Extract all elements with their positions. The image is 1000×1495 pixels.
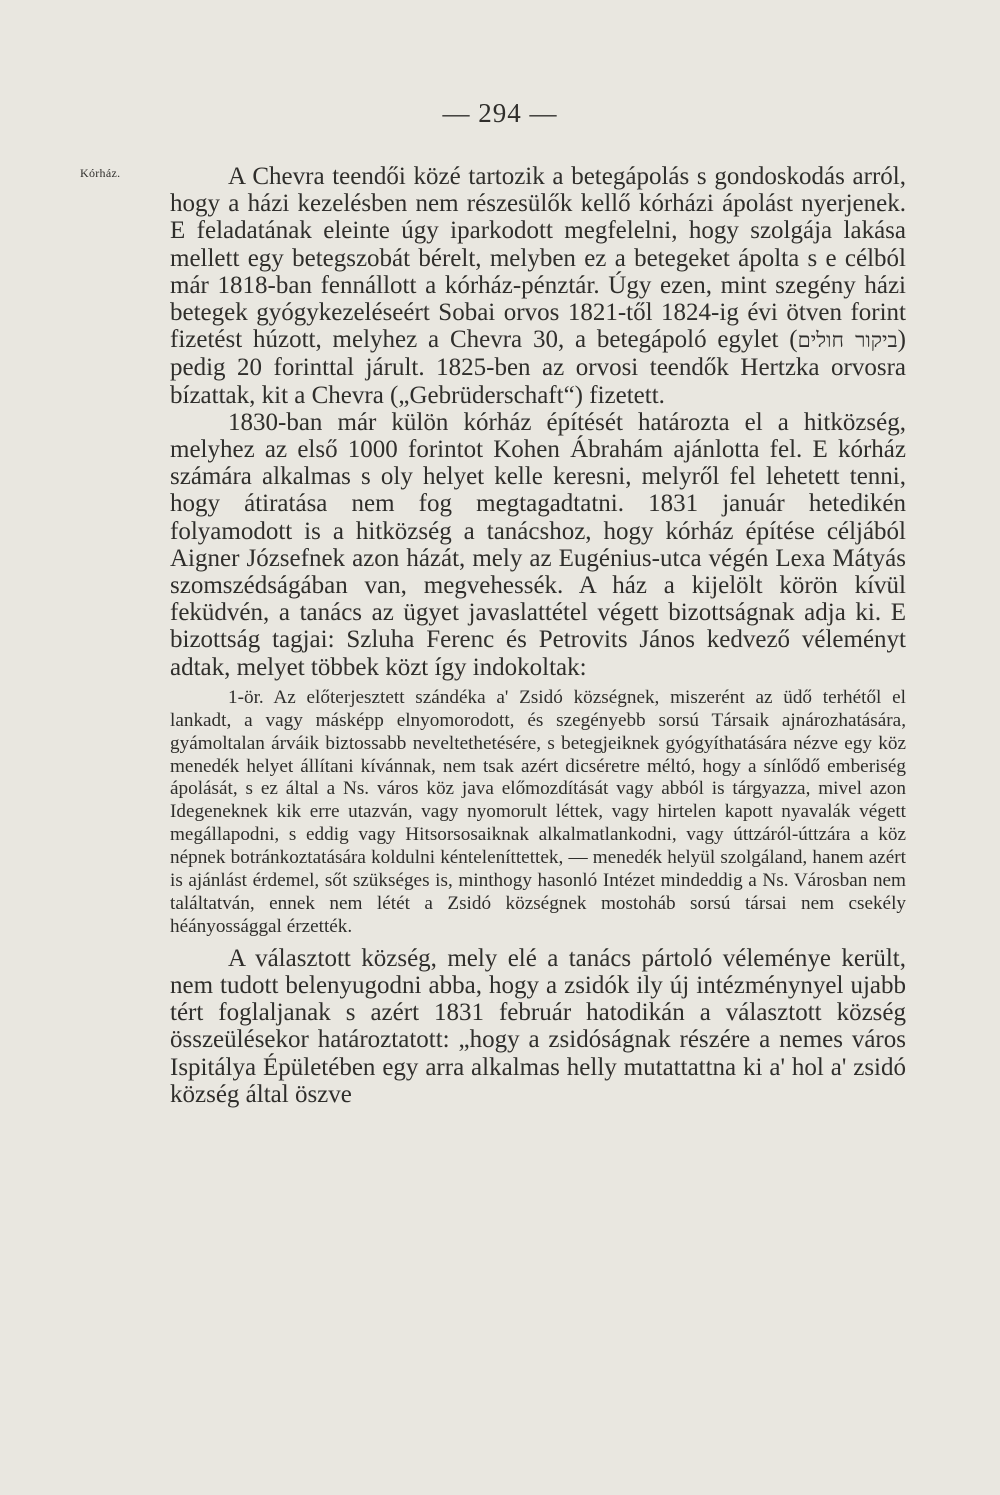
quoted-paragraph: 1-ör. Az előterjesztett szándéka a' Zsidó községnek, miszerént az üdő terhétől el lankadt, a vagy másképp elnyomorodott, és szegényebb sorsú Társaik ajnározhatására, gyámoltalan árváik biztossabb neveltethetésére, s betegjeiknek gyógyíthatására nézve egy köz menedék helyet állítani kívánnak, nem tsak azért dicséretre méltó, hogy a sínlődő emberiség ápolását, s ez által a Ns. város köz java előmozdítását vagy abból is tárgyazza, mivel azon Idegeneknek kik erre utazván, vagy nyomorult léttek, vagy hirtelen kapott nyavalák végett megállapodni, s eddig vagy Hitsorsosaiknak alkalmatlankodni, vagy úttzáról-úttzára a köz népnek botránkoztatására koldulni kénteleníttettek, — menedék helyül szolgáland, hanem azért is ajánlást érdemel, sőt szükséges is, minthogy hasonló Intézet mindeddig a Ns. Városban nem találtatván, ennek nem létét a Zsidó községnek mostoháb sorsú társai nem csekély héányossággal érzették. <box>170 686 906 937</box>
paragraph-1 <box>170 163 906 409</box>
paragraph-4: A választott község, mely elé a tanács pártoló véleménye került, nem tudott belenyugodni abba, hogy a zsidók ily új intézménynyel ujabb tért foglaljanak s azért 1831 február hatodikán a választott község összeülésekor határoztatott: „hogy a zsidóságnak részére a nemes város Ispitálya Épületében egy arra alkalmas helly mutattattna ki a' hol a' zsidó község által öszve <box>170 944 906 1108</box>
text-run: A Chevra teendői közé tartozik a betegápolás s gondoskodás arról, hogy a házi kezelésben nem részesülők kellő kórházi ápolást nyerjenek. E feladatának eleinte úgy iparkodott megfelelni, hogy szolgája lakása mellett egy betegszobát bérelt, melyben ez a betegeket ápolta s e célból már 1818-ban fennállott a kórház-pénztár. Úgy ezen, mint szegény házi betegek gyógykezeléseért Sobai orvos 1821-től 1824-ig évi ötven forint fizetést húzott, melyhez a Chevra 30, a betegápoló egylet ( <box>170 163 906 354</box>
text-run: ) pedig 20 forinttal járult. 1825-ben az orvosi teendők Hertzka orvosra bízattak, kit a Chevra („Gebrüderschaft“) fizetett. <box>170 326 906 409</box>
margin-note: Kórház. <box>80 166 121 180</box>
paragraph-2: 1830-ban már külön kórház építését határozta el a hitközség, melyhez az első 1000 forintot Kohen Ábrahám ajánlotta fel. E kórház számára alkalmas s oly helyet kelle keresni, melyről fel lehetett tenni, hogy átiratása nem fog megtagadtatni. 1831 január hetedikén folyamodott is a hitközség a tanácshoz, hogy kórház építése céljából Aigner Józsefnek azon házát, mely az Eugénius-utca végén Lexa Mátyás szomszédságában van, megvehessék. A ház a kijelölt körön kívül feküdvén, a tanács az ügyet javaslattétel végett bizottságnak adja ki. E bizottság tagjai: Szluha Ferenc és Petrovits János kedvező véleményt adtak, melyet többek közt így indokoltak: <box>170 408 906 681</box>
page-number: — 294 — <box>442 98 558 128</box>
hebrew-term: ביקור חולים <box>797 328 898 353</box>
body-text <box>170 163 906 1108</box>
